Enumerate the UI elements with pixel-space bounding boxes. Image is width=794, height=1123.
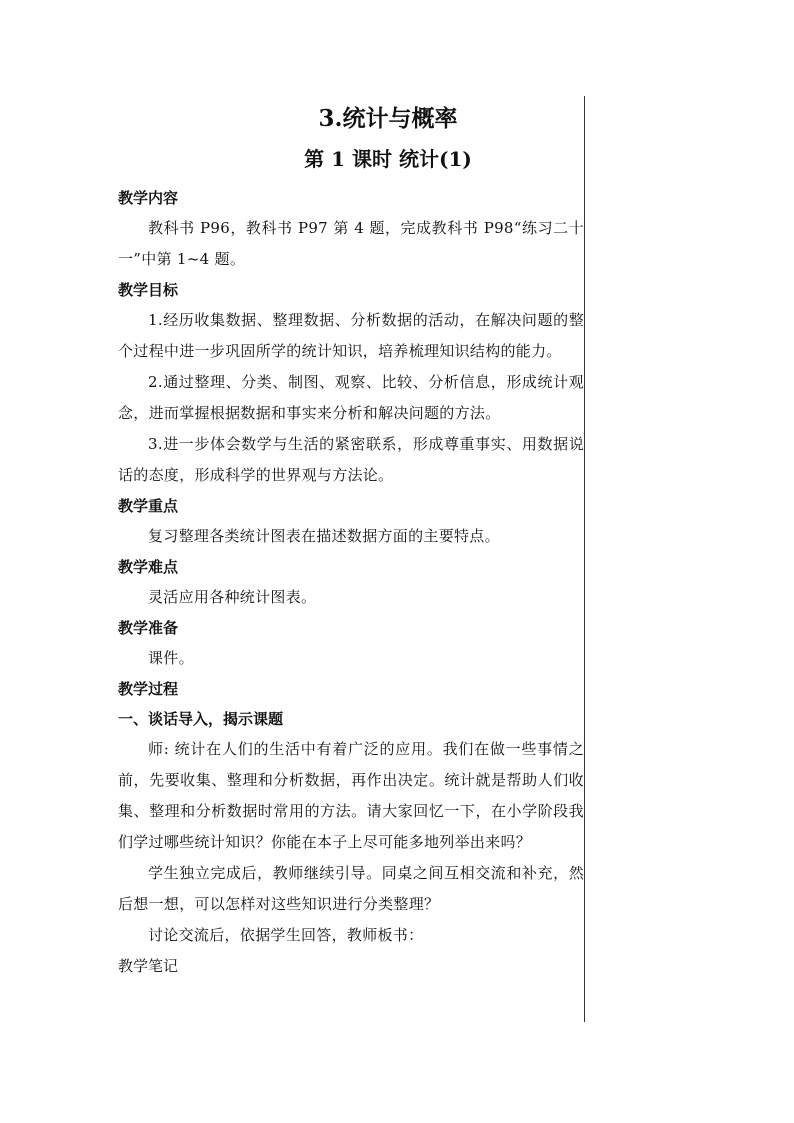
section-heading-difficulty: 教学难点 xyxy=(118,558,179,576)
part1-heading: 一、谈话导入，揭示课题 xyxy=(118,710,284,728)
goal-item-3: 3.进一步体会数学与生活的紧密联系，形成尊重事实、用数据说话的态度，形成科学的世界观与方法论。 xyxy=(118,435,584,484)
goal-item-1: 1.经历收集数据、整理数据、分析数据的活动，在解决问题的整个过程中进一步巩固所学的统计知识，培养梳理知识结构的能力。 xyxy=(118,311,584,360)
part1-paragraph-2: 学生独立完成后，教师继续引导。同桌之间互相交流和补充，然后想一想，可以怎样对这些知识进行分类整理？ xyxy=(118,864,584,913)
preparation-text: 课件。 xyxy=(148,649,194,667)
lesson-subtitle: 第 1 课时 统计(1) xyxy=(304,147,472,171)
part1-paragraph-1: 师: 统计在人们的生活中有着广泛的应用。我们在做一些事情之前，先要收集、整理和分析数据，再作出决定。统计就是帮助人们收集、整理和分析数据时常用的方法。请大家回忆一下，在小学阶段我们学过哪些统计知识？你能在本子上尽可能多地列举出来吗？ xyxy=(118,740,584,851)
part1-paragraph-3: 讨论交流后，依据学生回答，教师板书： xyxy=(148,926,424,944)
section-heading-preparation: 教学准备 xyxy=(118,619,179,637)
focus-text: 复习整理各类统计图表在描述数据方面的主要特点。 xyxy=(148,527,500,545)
content-text: 教科书 P96，教科书 P97 第 4 题，完成教科书 P98“练习二十一”中第 1~4 题。 xyxy=(118,219,584,268)
teaching-notes-label: 教学笔记 xyxy=(118,957,179,975)
goal-item-2: 2.通过整理、分类、制图、观察、比较、分析信息，形成统计观念，进而掌握根据数据和事实来分析和解决问题的方法。 xyxy=(118,373,584,422)
margin-divider-line xyxy=(584,96,585,1022)
lesson-plan-body xyxy=(118,100,584,981)
page-title: 3.统计与概率 xyxy=(318,105,458,132)
section-heading-process: 教学过程 xyxy=(118,680,179,698)
difficulty-text: 灵活应用各种统计图表。 xyxy=(148,588,317,606)
section-heading-focus: 教学重点 xyxy=(118,497,179,515)
section-heading-goals: 教学目标 xyxy=(118,281,179,299)
section-heading-content: 教学内容 xyxy=(118,189,179,207)
